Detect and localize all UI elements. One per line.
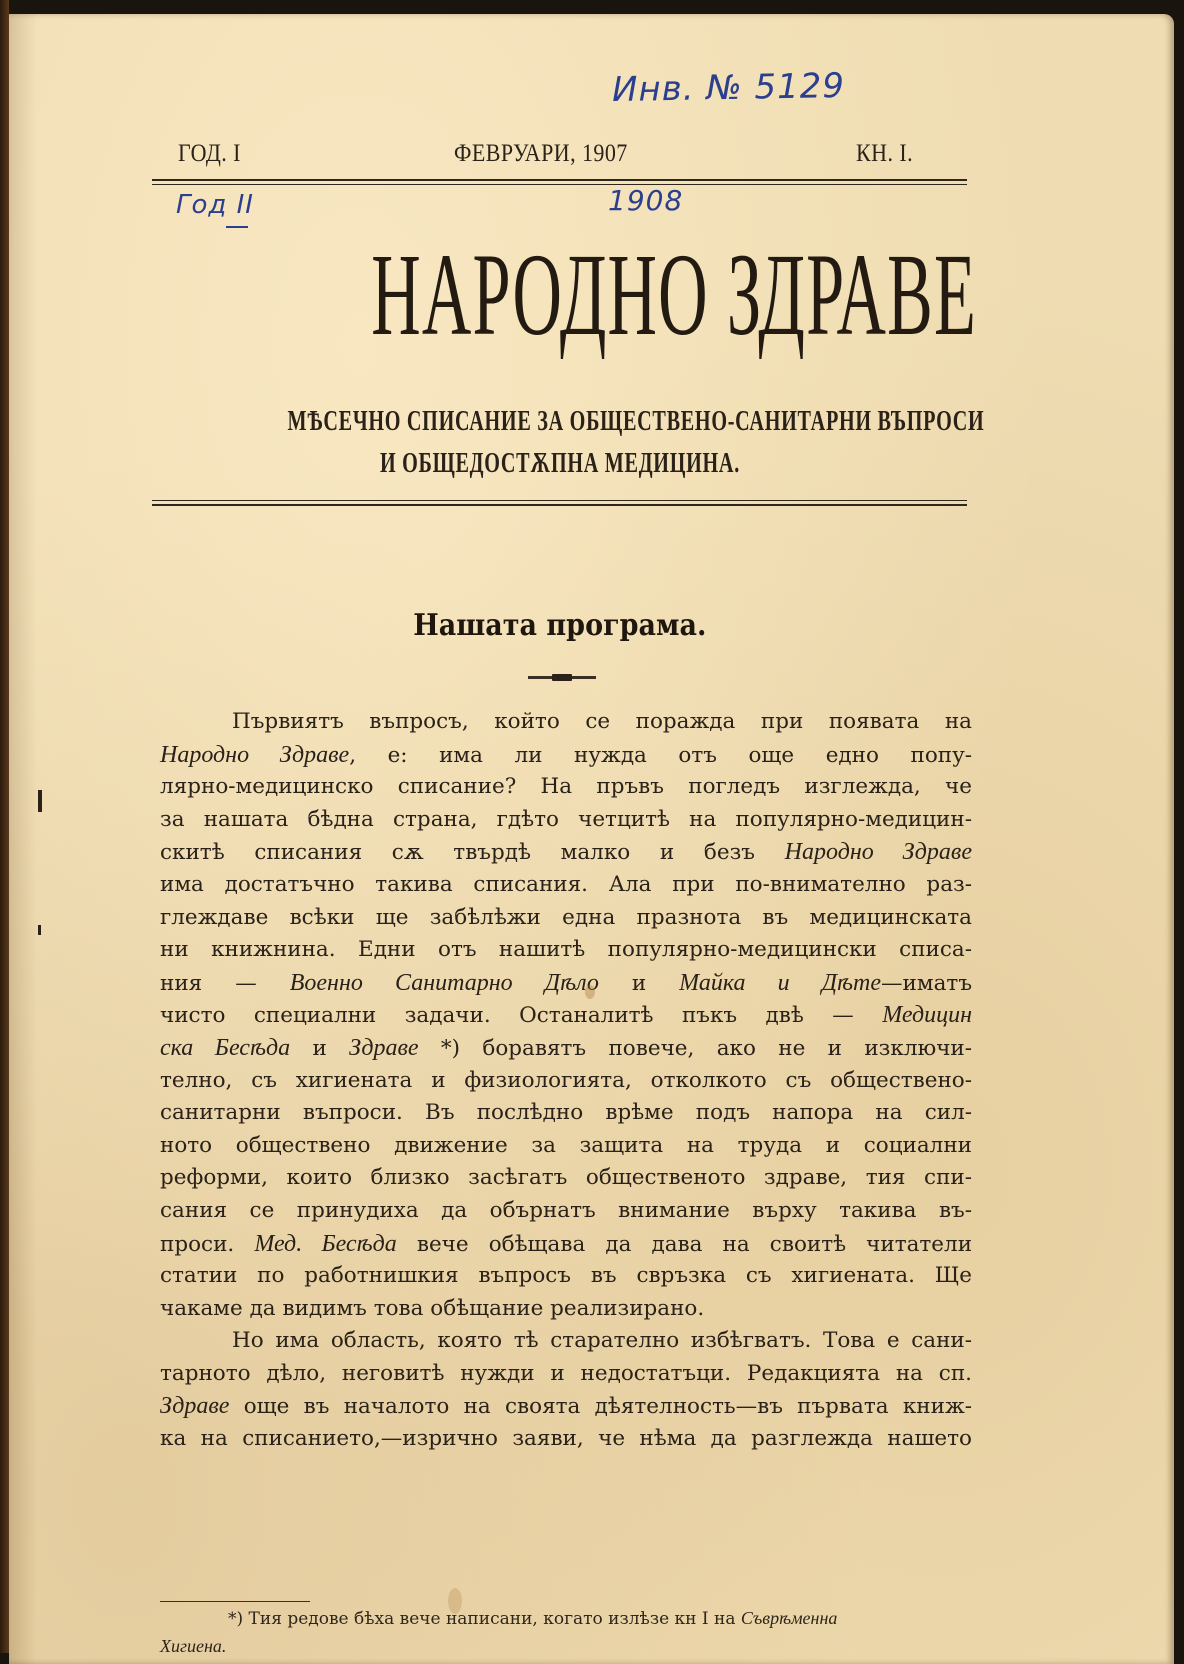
article-line: сания се принудиха да обърнатъ внимание върху такива въ- [160, 1197, 972, 1223]
footnote-continuation: Хигиена. [160, 1636, 227, 1656]
article-line: ното обществено движение за защита на труда и социални [160, 1132, 972, 1158]
italic-title: Майка и Дѣте [679, 969, 882, 996]
italic-title: ска Бесѣда [160, 1034, 291, 1061]
article-line [160, 999, 972, 1032]
article-line-end: вече обѣщава да дава на своитѣ читатели [396, 1231, 973, 1257]
italic-title: Мед. Бесѣда [254, 1230, 397, 1257]
paper-stain [585, 985, 595, 999]
article-line [160, 1032, 972, 1065]
article-line: Първиятъ въпросъ, който се поражда при появата на [232, 709, 972, 734]
article-line-start: чисто специални задачи. Останалитѣ пъкъ двѣ — [160, 1003, 883, 1029]
subtitle-line1-text: МѢСЕЧНО СПИСАНИЕ ЗА ОБЩЕСТВЕНО-САНИТАРНИ ВЪПРОСИ [287, 406, 985, 437]
paper-stain [448, 1588, 462, 1614]
masthead-title-text: НАРОДНО ЗДРАВЕ [371, 229, 977, 360]
margin-mark [38, 790, 42, 812]
footnote [228, 1608, 988, 1629]
header-double-rule [152, 179, 967, 185]
article-line: Но има область, която тѣ старателно избѣгватъ. Това е сани- [232, 1328, 972, 1354]
inventory-number-annotation: Инв. № 5129 [611, 65, 846, 111]
article-line-end: още въ началото на своята дѣятелность—въ първата книж- [229, 1394, 972, 1420]
ornament-divider [528, 676, 596, 679]
article-line [160, 836, 972, 869]
article-line [160, 1228, 972, 1261]
article-line-mid: и [598, 970, 680, 996]
article-line [160, 1390, 972, 1423]
article-title [152, 608, 967, 643]
italic-title: Здраве [349, 1034, 419, 1061]
italic-title: Военно Санитарно Дѣло [289, 969, 599, 996]
book-spine [0, 0, 9, 1653]
article-line-mid: и [290, 1035, 350, 1061]
article-line: чакаме да видимъ това обѣщание реализирано. [160, 1295, 705, 1321]
annotation-underline [226, 226, 248, 228]
article-line: за нашата бѣдна страна, гдѣто четцитѣ на популярно-медицин- [160, 806, 972, 832]
article-line-end: *) боравятъ повече, ако не и изключи- [418, 1035, 973, 1061]
article-line: лярно-медицинско списание? На пръвъ погледъ изглежда, че [160, 774, 972, 800]
italic-title: Народно Здраве [160, 741, 350, 768]
masthead-subtitle-line2 [152, 448, 967, 480]
italic-title: Народно Здраве [784, 839, 972, 866]
issue-book-number: КН. I. [856, 140, 914, 167]
date-handwritten-annotation: 1908 [608, 184, 684, 217]
footnote-italic-title: Съврѣменна [740, 1608, 838, 1628]
subtitle-line2-text: И ОБЩЕДОСТѪПНА МЕДИЦИНА. [379, 448, 740, 479]
article-line: ка на списанието,—изрично заяви, че нѣма да разглежда нашето [160, 1426, 972, 1452]
article-line [160, 739, 972, 772]
article-title-text: Нашата програма. [412, 608, 707, 643]
article-body [160, 706, 972, 1456]
article-line-start: скитѣ списания сѫ твърдѣ малко и безъ [160, 840, 785, 866]
article-line-start: проси. [160, 1231, 255, 1257]
article-line: има достатъчно такива списания. Ала при по-внимателно раз- [160, 871, 972, 897]
article-line: глеждаве всѣки ще забѣлѣжи една празнота въ медицинската [160, 904, 972, 930]
article-line: статии по работнишкия въпросъ въ свръзка съ хигиената. Ще [160, 1263, 972, 1289]
article-line-end: —иматъ [881, 970, 972, 996]
italic-title: Медицин [882, 1002, 972, 1029]
masthead-title [152, 229, 977, 360]
article-line-start: ния — [160, 970, 290, 996]
article-line: реформи, които близко засѣгатъ общественото здраве, тия спи- [160, 1165, 972, 1191]
italic-title: Здраве [160, 1393, 230, 1420]
masthead-subtitle-line1 [152, 406, 985, 438]
issue-year: ГОД. I [178, 140, 241, 167]
article-line: телно, съ хигиената и физиологията, отколкото съ обществено- [160, 1067, 972, 1093]
year-handwritten-annotation: Год II [176, 190, 254, 220]
article-line-rest: , е: има ли нужда отъ още едно попу- [349, 742, 973, 768]
footnote-rule [160, 1601, 310, 1602]
article-line: тарното дѣло, неговитѣ нужди и недостатъци. Редакцията на сп. [160, 1360, 972, 1386]
issue-header [152, 140, 967, 176]
article-line [160, 967, 972, 1000]
article-line: ни книжнина. Едни отъ нашитѣ популярно-медицински списа- [160, 937, 972, 963]
article-line: санитарни въпроси. Въ послѣдно врѣме подъ напора на сил- [160, 1100, 972, 1126]
footnote-text: *) Тия редове бѣха вече написани, когато излѣзе кн I на [228, 1609, 736, 1629]
margin-mark [38, 925, 41, 935]
masthead-double-rule [152, 500, 967, 506]
issue-date: ФЕВРУАРИ, 1907 [454, 140, 628, 167]
